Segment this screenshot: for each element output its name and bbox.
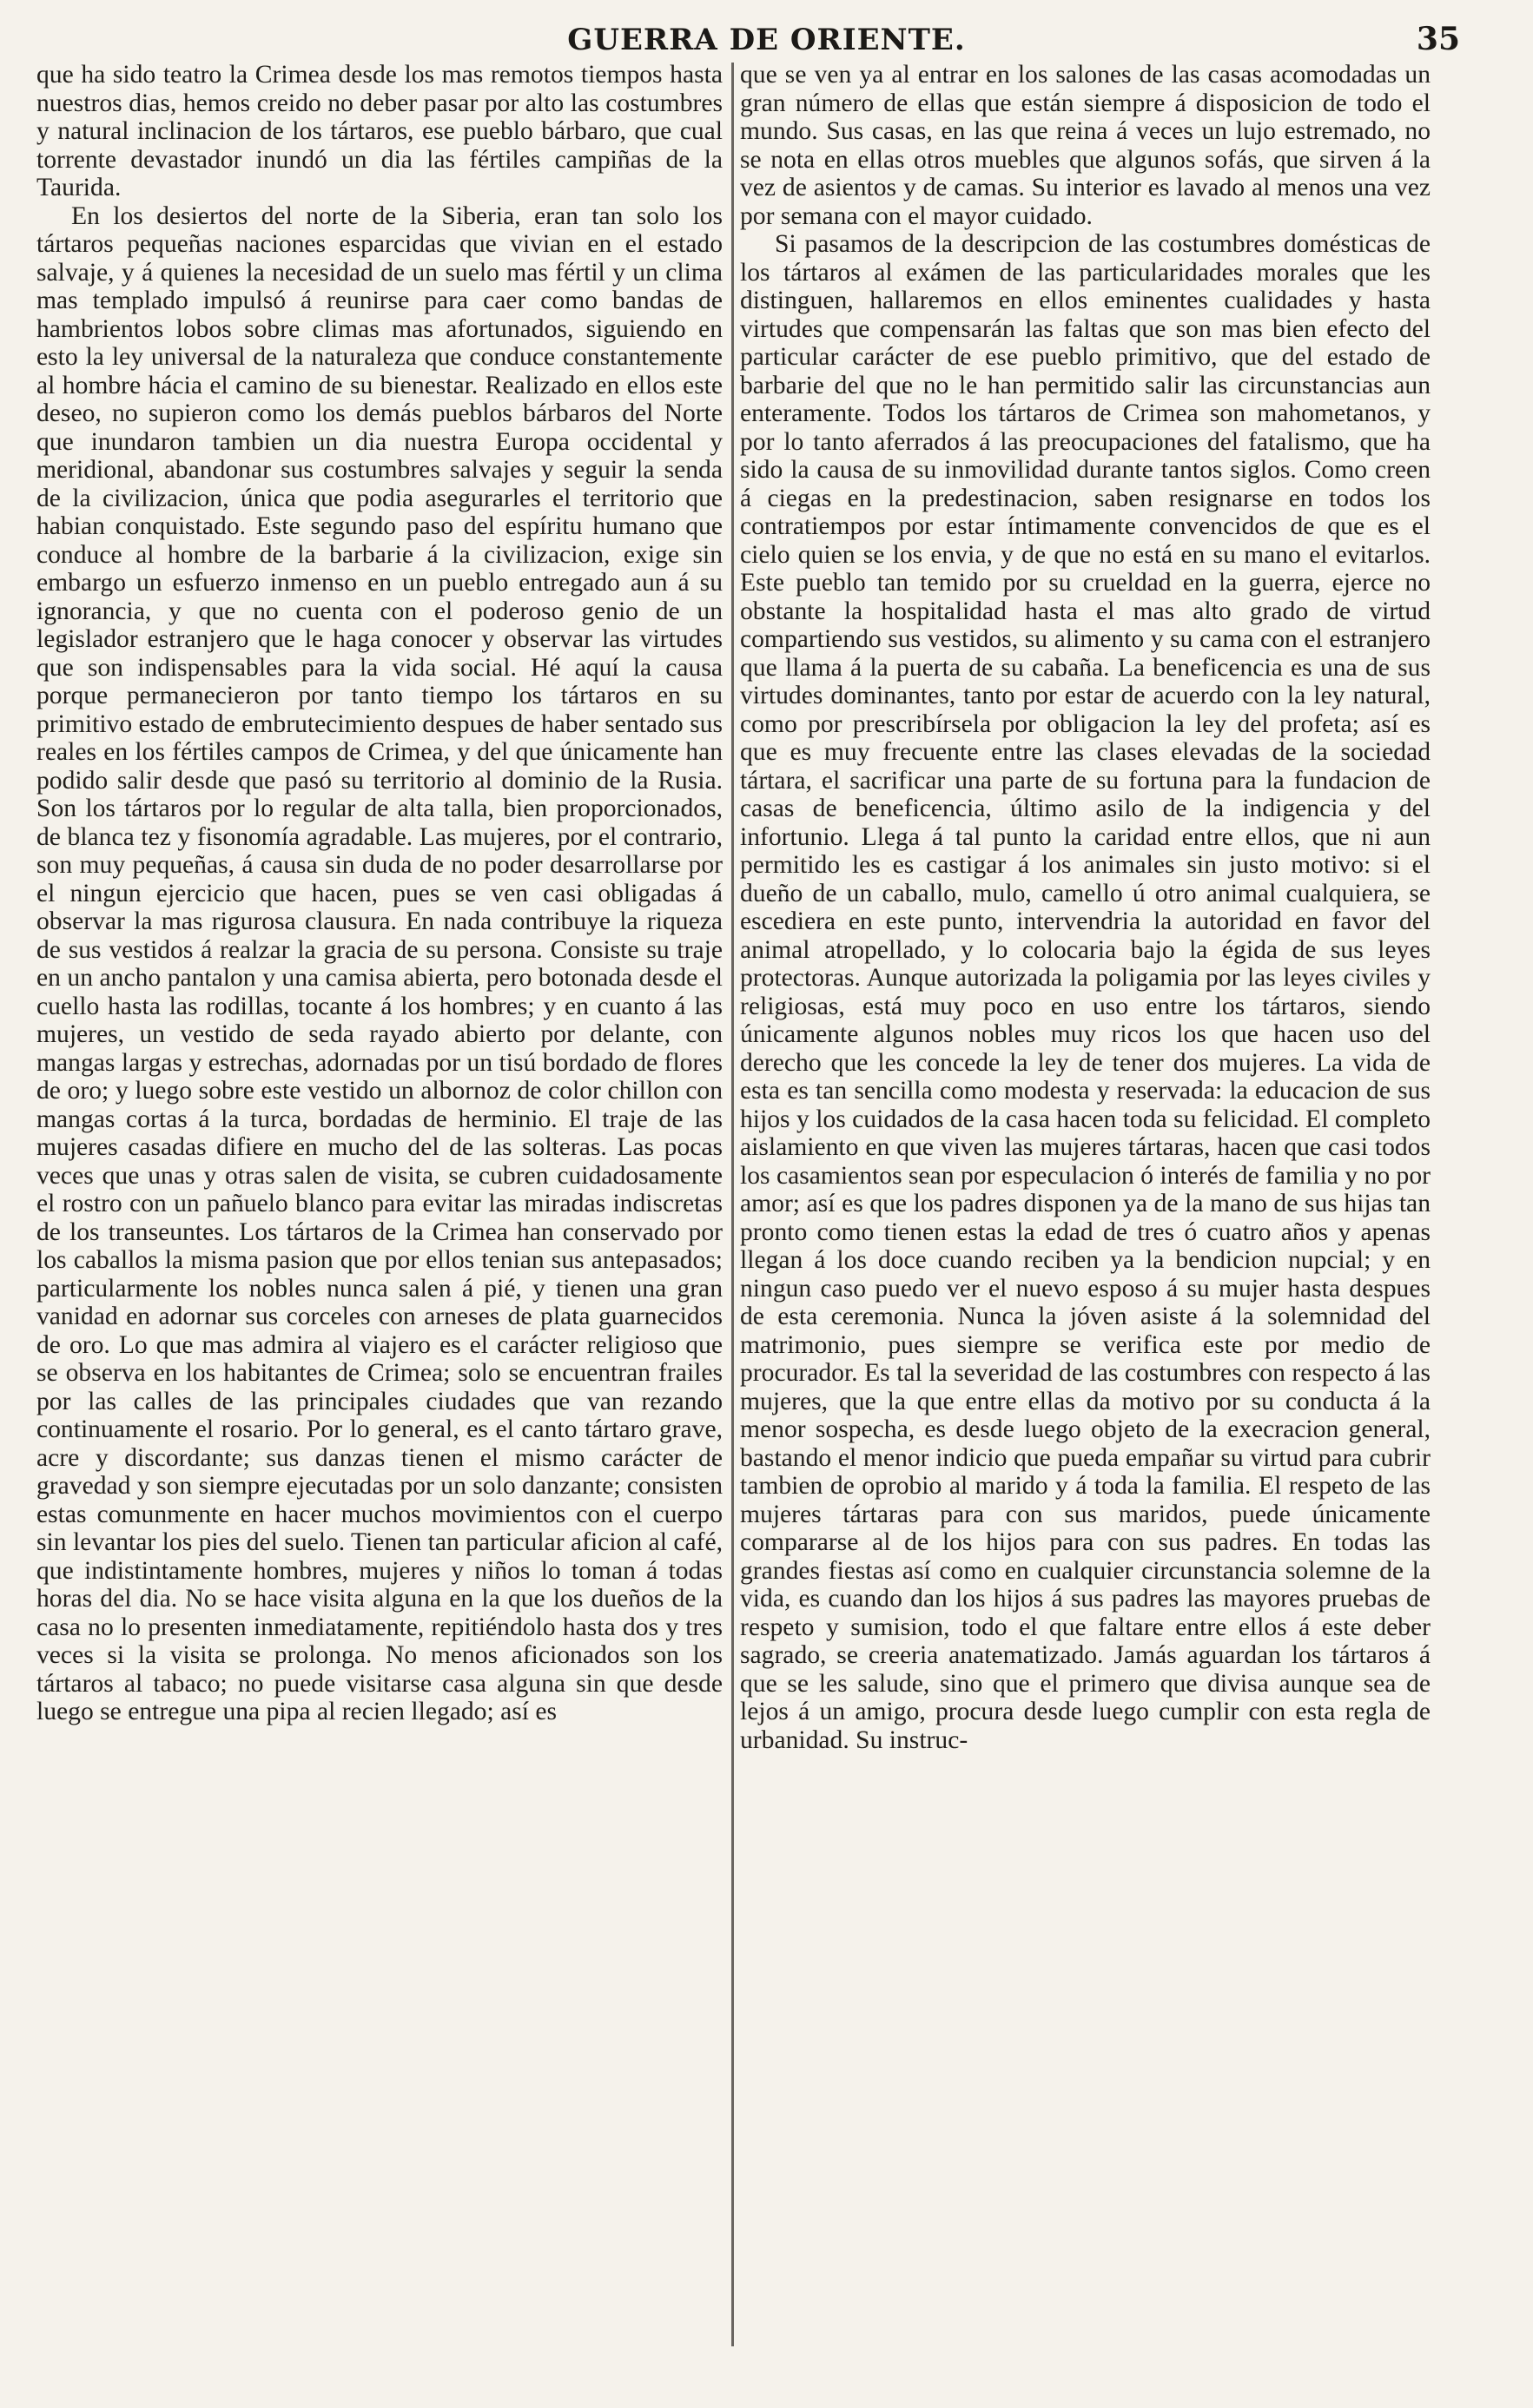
left-column xyxy=(36,61,723,1726)
column-rule xyxy=(731,63,734,2346)
running-title: GUERRA DE ORIENTE. xyxy=(567,23,966,57)
right-paragraph-2: Si pasamos de la descripcion de las costumbres domésticas de los tártaros al exámen de las particularidades morales que les distinguen, hallaremos en ellos eminentes cualidades y hasta virtudes que compensarán las faltas que son mas bien efecto del particular carácter de ese pueblo primitivo, que del estado de barbarie del que no le han permitido salir las circunstancias aun enteramente. Todos los tártaros de Crimea son mahometanos, y por lo tanto aferrados á las preocupaciones del fatalismo, que ha sido la causa de su inmovilidad durante tantos siglos. Como creen á ciegas en la predestinacion, saben resignarse en todos los contratiempos por estar íntimamente convencidos de que es el cielo quien se los envia, y de que no está en su mano el evitarlos. Este pueblo tan temido por su crueldad en la guerra, ejerce no obstante la hospitalidad hasta el mas alto grado de virtud compartiendo sus vestidos, su alimento y su cama con el estranjero que llama á la puerta de su cabaña. La beneficencia es una de sus virtudes dominantes, tanto por estar de acuerdo con la ley natural, como por prescribírsela por obligacion la ley del profeta; así es que es muy frecuente entre las clases elevadas de la sociedad tártara, el sacrificar una parte de su fortuna para la fundacion de casas de beneficencia, último asilo de la indigencia y del infortunio. Llega á tal punto la caridad entre ellos, que ni aun permitido les es castigar á los animales sin justo motivo: si el dueño de un caballo, mulo, camello ú otro animal cualquiera, se escediera en este punto, intervendria la autoridad en favor del animal atropellado, y lo colocaria bajo la égida de sus leyes protectoras. Aunque autorizada la poligamia por las leyes civiles y religiosas, está muy poco en uso entre los tártaros, siendo únicamente algunos nobles muy ricos los que hacen uso del derecho que les concede la ley de tener dos mujeres. La vida de esta es tan sencilla como modesta y reservada: la educacion de sus hijos y los cuidados de la casa hacen toda su felicidad. El completo aislamiento en que viven las mujeres tártaras, hacen que casi todos los casamientos sean por especulacion ó interés de familia y no por amor; así es que los padres disponen ya de la mano de sus hijas tan pronto como tienen estas la edad de tres ó cuatro años y apenas llegan á los doce cuando reciben ya la bendicion nupcial; y en ningun caso puedo ver el nuevo esposo á su mujer hasta despues de esta ceremonia. Nunca la jóven asiste á la solemnidad del matrimonio, pues siempre se verifica este por medio de procurador. Es tal la severidad de las costumbres con respecto á las mujeres, que la que entre ellas da motivo por su conducta á la menor sospecha, es desde luego objeto de la execracion general, bastando el menor indicio que pueda empañar su virtud para cubrir tambien de oprobio al marido y á toda la familia. El respeto de las mujeres tártaras para con sus maridos, puede únicamente compararse al de los hijos para con sus padres. En todas las grandes fiestas así como en cualquier circunstancia solemne de la vida, es cuando dan los hijos á sus padres las mayores pruebas de respeto y sumision, todo el que faltare entre ellos á este deber sagrado, se creeria anatematizado. Jamás aguardan los tártaros á que se les salude, sino que el primero que divisa aunque sea de lejos á un amigo, procura desde luego cumplir con esta regla de urbanidad. Su instruc- xyxy=(740,230,1431,1754)
left-paragraph-2: En los desiertos del norte de la Siberia, eran tan solo los tártaros pequeñas naciones esparcidas que vivian en el estado salvaje, y á quienes la necesidad de un suelo mas fértil y un clima mas templado impulsó á reunirse para caer como bandas de hambrientos lobos sobre climas mas afortunados, siguiendo en esto la ley universal de la naturaleza que conduce constantemente al hombre hácia el camino de su bienestar. Realizado en ellos este deseo, no supieron como los demás pueblos bárbaros del Norte que inundaron tambien un dia nuestra Europa occidental y meridional, abandonar sus costumbres salvajes y seguir la senda de la civilizacion, única que podia asegurarles el territorio que habian conquistado. Este segundo paso del espíritu humano que conduce al hombre de la barbarie á la civilizacion, exige sin embargo un esfuerzo inmenso en un pueblo entregado aun á su ignorancia, y que no cuenta con el poderoso genio de un legislador estranjero que le haga conocer y observar las virtudes que son indispensables para la vida social. Hé aquí la causa porque permanecieron por tanto tiempo los tártaros en su primitivo estado de embrutecimiento despues de haber sentado sus reales en los fértiles campos de Crimea, y del que únicamente han podido salir desde que pasó su territorio al dominio de la Rusia. Son los tártaros por lo regular de alta talla, bien proporcionados, de blanca tez y fisonomía agradable. Las mujeres, por el contrario, son muy pequeñas, á causa sin duda de no poder desarrollarse por el ningun ejercicio que hacen, pues se ven casi obligadas á observar la mas rigurosa clausura. En nada contribuye la riqueza de sus vestidos á realzar la gracia de su persona. Consiste su traje en un ancho pantalon y una camisa abierta, pero botonada desde el cuello hasta las rodillas, tocante á los hombres; y en cuanto á las mujeres, un vestido de seda rayado abierto por delante, con mangas largas y estrechas, adornadas por un tisú bordado de flores de oro; y luego sobre este vestido un albornoz de color chillon con mangas cortas á la turca, bordadas de herminio. El traje de las mujeres casadas difiere en mucho del de las solteras. Las pocas veces que unas y otras salen de visita, se cubren cuidadosamente el rostro con un pañuelo blanco para evitar las miradas indiscretas de los transeuntes. Los tártaros de la Crimea han conservado por los caballos la misma pasion que por ellos tenian sus antepasados; particularmente los nobles nunca salen á pié, y tienen una gran vanidad en adornar sus corceles con arneses de plata guarnecidos de oro. Lo que mas admira al viajero es el carácter religioso que se observa en los habitantes de Crimea; solo se encuentran frailes por las calles de las principales ciudades que van rezando continuamente el rosario. Por lo general, es el canto tártaro grave, acre y discordante; sus danzas tienen el mismo carácter de gravedad y son siempre ejecutadas por un solo danzante; consisten estas comunmente en hacer muchos movimientos con el cuerpo sin levantar los pies del suelo. Tienen tan particular aficion al café, que indistintamente hombres, mujeres y niños lo toman á todas horas del dia. No se hace visita alguna en la que los dueños de la casa no lo presenten inmediatamente, repitiéndolo hasta dos y tres veces si la visita se prolonga. No menos aficionados son los tártaros al tabaco; no puede visitarse casa alguna sin que desde luego se entregue una pipa al recien llegado; así es xyxy=(36,201,723,1725)
right-paragraph-1: que se ven ya al entrar en los salones de las casas acomodadas un gran número de ellas que están siempre á disposicion de todo el mundo. Sus casas, en las que reina á veces un lujo estremado, no se nota en ellas otros muebles que algunos sofás, que sirven á la vez de asientos y de camas. Su interior es lavado al menos una vez por semana con el mayor cuidado. xyxy=(740,61,1431,230)
page-number: 35 xyxy=(1416,21,1460,57)
right-column xyxy=(740,61,1431,1754)
left-paragraph-1: que ha sido teatro la Crimea desde los mas remotos tiempos hasta nuestros dias, hemos creido no deber pasar por alto las costumbres y natural inclinacion de los tártaros, ese pueblo bárbaro, que cual torrente devastador inundó un dia las fértiles campiñas de la Taurida. xyxy=(36,61,723,201)
